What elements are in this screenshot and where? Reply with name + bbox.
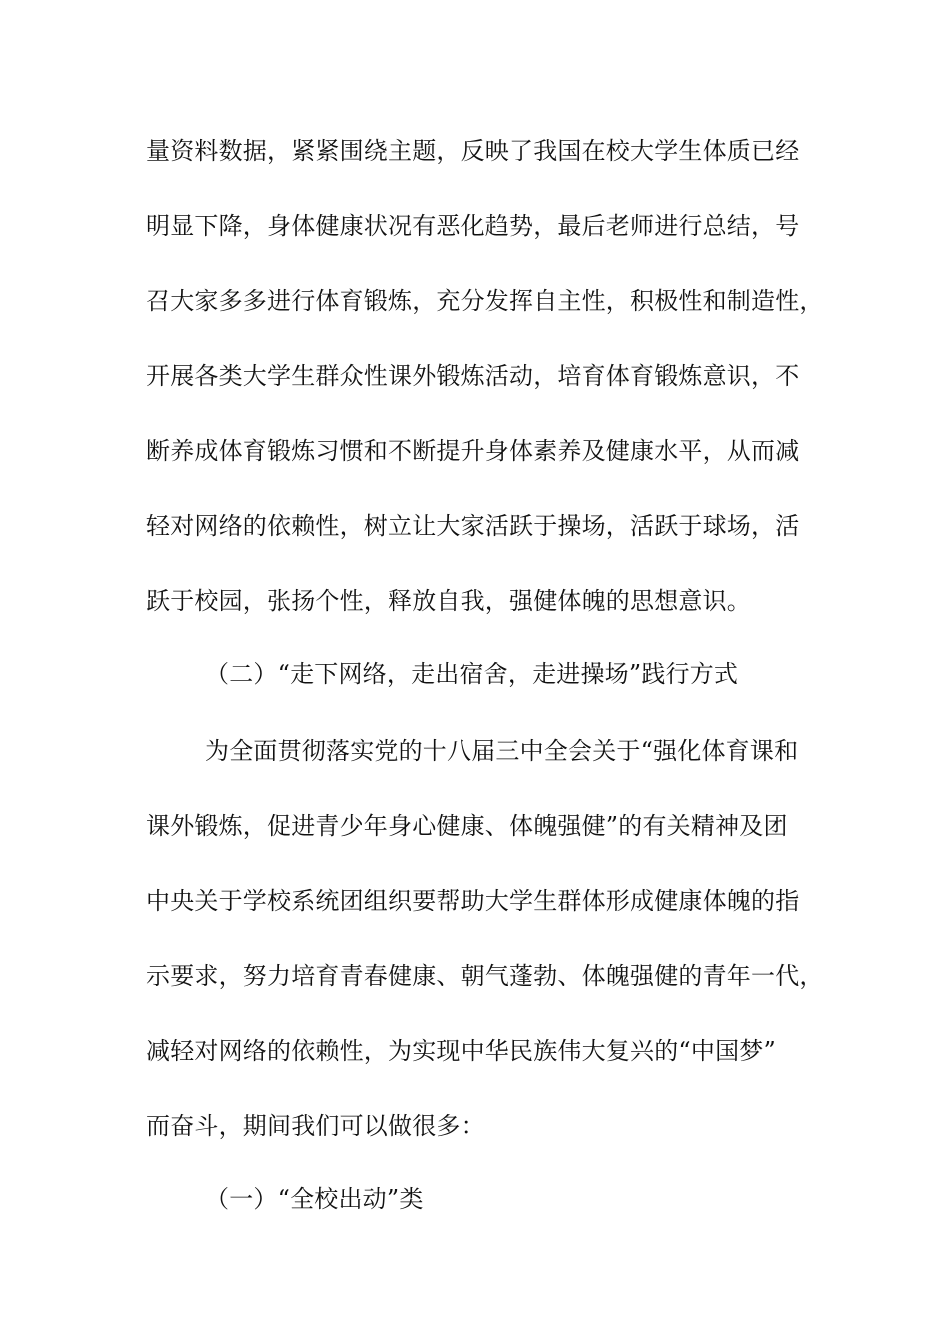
paragraph-line: 量资料数据，紧紧围绕主题，反映了我国在校大学生体质已经 <box>146 137 800 165</box>
paragraph-line: 跃于校园，张扬个性，释放自我，强健体魄的思想意识。 <box>146 587 751 615</box>
paragraph-line: 开展各类大学生群众性课外锻炼活动，培育体育锻炼意识，不 <box>146 362 800 390</box>
paragraph-line: 而奋斗，期间我们可以做很多： <box>146 1112 485 1140</box>
paragraph-line: 断养成体育锻炼习惯和不断提升身体素养及健康水平，从而减 <box>146 437 800 465</box>
section-heading: （二）“走下网络，走出宿舍，走进操场”践行方式 <box>205 660 739 688</box>
paragraph-line: 示要求，努力培育青春健康、朝气蓬勃、体魄强健的青年一代， <box>146 962 824 990</box>
paragraph-line: 轻对网络的依赖性，树立让大家活跃于操场，活跃于球场，活 <box>146 512 800 540</box>
section-heading: （一）“全校出动”类 <box>205 1185 424 1213</box>
paragraph-line: 中央关于学校系统团组织要帮助大学生群体形成健康体魄的指 <box>146 887 800 915</box>
paragraph-line: 召大家多多进行体育锻炼，充分发挥自主性，积极性和制造性， <box>146 287 824 315</box>
paragraph-line: 为全面贯彻落实党的十八届三中全会关于“强化体育课和 <box>205 737 799 765</box>
paragraph-line: 减轻对网络的依赖性，为实现中华民族伟大复兴的“中国梦” <box>146 1037 776 1065</box>
paragraph-line: 明显下降，身体健康状况有恶化趋势，最后老师进行总结，号 <box>146 212 800 240</box>
paragraph-line: 课外锻炼，促进青少年身心健康、体魄强健”的有关精神及团 <box>146 812 788 840</box>
